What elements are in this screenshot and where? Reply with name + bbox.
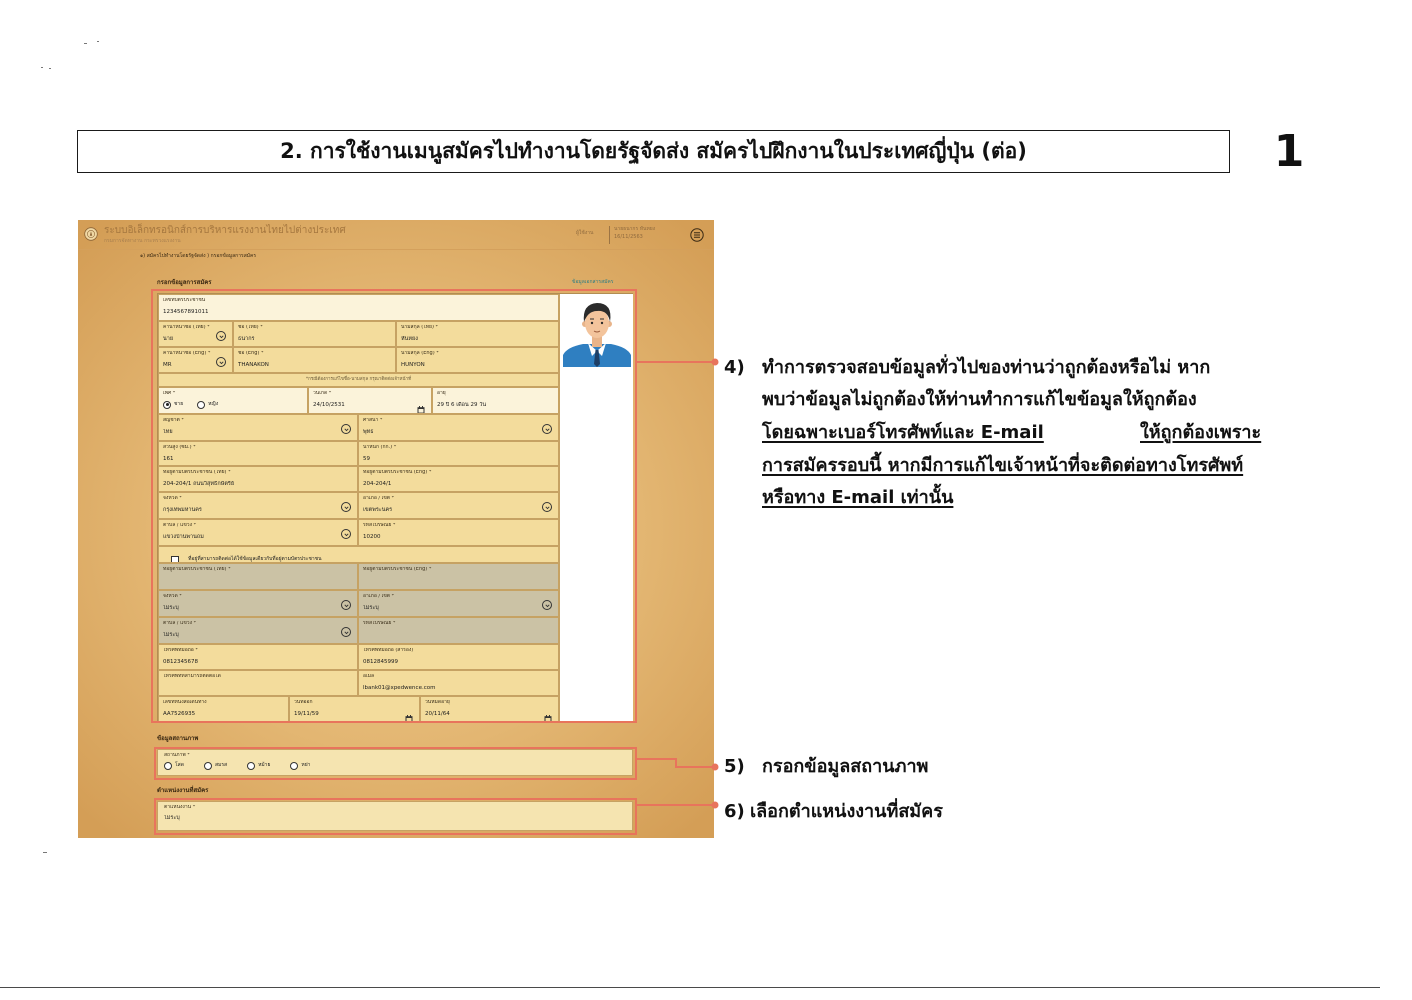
gender-male-radio[interactable] bbox=[163, 401, 171, 409]
radio-label: หญิง bbox=[208, 400, 219, 407]
section-title-box bbox=[77, 130, 1230, 173]
field-value: 161 bbox=[163, 455, 174, 462]
address-en-field[interactable] bbox=[358, 466, 559, 492]
step4-line-1: ทำการตรวจสอบข้อมูลทั่วไปของท่านว่าถูกต้องหรือไม่ หาก bbox=[762, 357, 1211, 378]
religion-select[interactable] bbox=[358, 414, 559, 441]
field-value: ธนากร bbox=[238, 335, 255, 342]
field-value: เขตพระนคร bbox=[363, 506, 393, 513]
menu-icon[interactable] bbox=[690, 228, 704, 242]
field-value: 19/11/59 bbox=[294, 710, 319, 717]
field-label: จังหวัด * bbox=[163, 496, 182, 501]
chevron-down-icon[interactable] bbox=[341, 502, 351, 512]
status-single-radio[interactable] bbox=[164, 762, 172, 770]
field-value: 20/11/64 bbox=[425, 710, 450, 717]
contact-phone-field[interactable] bbox=[158, 670, 358, 696]
province-select[interactable] bbox=[158, 492, 358, 519]
app-subtitle: กรมการจัดหางาน กระทรวงแรงงาน bbox=[104, 238, 181, 244]
radio-label: หม้าย bbox=[258, 761, 271, 768]
step5-text: กรอกข้อมูลสถานภาพ bbox=[762, 756, 929, 777]
field-label: น้ำหนัก (กก.) * bbox=[363, 445, 397, 450]
field-value: HUNYON bbox=[401, 361, 425, 368]
field-label: อีเมล bbox=[363, 674, 375, 679]
form-section-title: กรอกข้อมูลการสมัคร bbox=[157, 279, 212, 286]
field-value: lbank01@xpedwence.com bbox=[363, 684, 436, 691]
government-logo bbox=[84, 227, 98, 241]
step6-text: เลือกตำแหน่งงานที่สมัคร bbox=[750, 801, 943, 822]
chevron-down-icon[interactable] bbox=[542, 600, 552, 610]
field-value: 24/10/2531 bbox=[313, 401, 345, 408]
field-label: อำเภอ / เขต * bbox=[363, 496, 395, 501]
same-address-checkbox[interactable] bbox=[171, 556, 179, 564]
position-section-title: ตำแหน่งงานที่สมัคร bbox=[157, 787, 209, 794]
step5-number: 5) bbox=[724, 756, 745, 777]
field-label: โทรศัพท์ที่สามารถติดต่อได้ bbox=[163, 674, 221, 679]
field-value: 10200 bbox=[363, 533, 381, 540]
nationality-select[interactable] bbox=[158, 414, 358, 441]
applicant-photo-panel bbox=[559, 294, 633, 721]
status-field bbox=[157, 749, 633, 776]
section-title: 2. การใช้งานเมนูสมัครไปทำงานโดยรัฐจัดส่ง สมัครไปฝึกงานในประเทศญี่ปุ่น (ต่อ) bbox=[280, 139, 1027, 163]
field-value: MR bbox=[163, 361, 172, 368]
field-value: ไม่ระบุ bbox=[363, 604, 379, 611]
backup-mobile-field[interactable] bbox=[358, 644, 559, 670]
scan-speck bbox=[97, 41, 99, 42]
field-label: ที่อยู่ตามบัตรประชาชน (ไทย) * bbox=[163, 470, 231, 475]
position-select[interactable] bbox=[157, 801, 633, 831]
field-value: 1234567891011 bbox=[163, 308, 209, 315]
scan-speck bbox=[43, 852, 47, 853]
field-label: วันเกิด * bbox=[313, 391, 332, 396]
field-label: โทรศัพท์มือถือ (สำรอง) bbox=[363, 648, 414, 653]
chevron-down-icon[interactable] bbox=[542, 502, 552, 512]
name-note-row bbox=[158, 373, 559, 387]
field-label: นามสกุล (ไทย) * bbox=[401, 325, 438, 330]
address-th-field[interactable] bbox=[158, 466, 358, 492]
chevron-down-icon[interactable] bbox=[216, 357, 226, 367]
status-married-radio[interactable] bbox=[204, 762, 212, 770]
field-label: ที่อยู่ตามบัตรประชาชน (Eng) * bbox=[363, 567, 432, 572]
scan-speck bbox=[41, 67, 43, 68]
field-label: ตำแหน่งงาน * bbox=[164, 805, 196, 810]
field-label: อำเภอ / เขต * bbox=[363, 594, 395, 599]
height-field[interactable] bbox=[158, 441, 358, 466]
chevron-down-icon[interactable] bbox=[542, 424, 552, 434]
passport-expiry-date-field[interactable] bbox=[420, 696, 559, 722]
user-label: ผู้ใช้งาน bbox=[576, 230, 594, 236]
field-label: เพศ * bbox=[163, 391, 176, 396]
last-name-th-field[interactable] bbox=[396, 321, 559, 347]
status-section-title: ข้อมูลสถานภาพ bbox=[157, 735, 199, 742]
id-card-field[interactable] bbox=[158, 294, 559, 321]
applicant-form bbox=[157, 293, 633, 721]
field-label: ตำบล / แขวง * bbox=[163, 523, 197, 528]
field-value: ไม่ระบุ bbox=[163, 604, 179, 611]
field-value: นาย bbox=[163, 335, 174, 342]
field-label: รหัสไปรษณีย์ * bbox=[363, 621, 396, 626]
application-docs-link[interactable]: ข้อมูลเอกสารสมัคร bbox=[572, 279, 614, 285]
contact-address-th-field[interactable] bbox=[158, 563, 358, 590]
chevron-down-icon[interactable] bbox=[341, 627, 351, 637]
field-label: รหัสไปรษณีย์ * bbox=[363, 523, 396, 528]
chevron-down-icon[interactable] bbox=[341, 529, 351, 539]
age-field bbox=[432, 387, 559, 414]
field-value: 29 ปี 6 เดือน 29 วัน bbox=[437, 401, 487, 408]
chevron-down-icon[interactable] bbox=[341, 600, 351, 610]
status-divorced-radio[interactable] bbox=[290, 762, 298, 770]
step4-line-3a: โดยฉพาะเบอร์โทรศัพท์และ E-mail bbox=[762, 422, 1044, 443]
application-screenshot bbox=[78, 220, 714, 838]
name-change-note: *กรณีต้องการแก้ไขชื่อ-นามสกุล กรุณาติดต่อเจ้าหน้าที่ bbox=[305, 377, 412, 382]
field-label: เลขที่หนังสือเดินทาง bbox=[163, 700, 207, 705]
prefix-en-select[interactable] bbox=[158, 347, 233, 373]
field-label: ที่อยู่ตามบัตรประชาชน (Eng) * bbox=[363, 470, 432, 475]
field-value: 204-204/1 bbox=[363, 480, 392, 487]
field-value: 59 bbox=[363, 455, 370, 462]
header-date: 16/11/2563 bbox=[614, 234, 643, 240]
field-label: ศาสนา * bbox=[363, 418, 383, 423]
field-value: 204-204/1 ถนนวิสุทธิกษัตริย์ bbox=[163, 480, 235, 487]
app-header bbox=[78, 220, 714, 250]
page-bottom-rule bbox=[0, 987, 1380, 988]
prefix-th-select[interactable] bbox=[158, 321, 233, 347]
first-name-en-field[interactable] bbox=[233, 347, 396, 373]
field-label: ชื่อ (ไทย) * bbox=[238, 325, 263, 330]
field-value: หันหยง bbox=[401, 335, 418, 342]
field-label: คำนำหน้าชื่อ (ไทย) * bbox=[163, 325, 210, 330]
field-label: สัญชาติ * bbox=[163, 418, 184, 423]
gender-field bbox=[158, 387, 308, 414]
step4-line-5: หรือทาง E-mail เท่านั้น bbox=[762, 487, 954, 508]
field-value: พุทธ bbox=[363, 428, 374, 435]
page-number: 1 bbox=[1273, 126, 1305, 177]
chevron-down-icon[interactable] bbox=[341, 424, 351, 434]
first-name-th-field[interactable] bbox=[233, 321, 396, 347]
district-select[interactable] bbox=[358, 492, 559, 519]
field-label: เลขที่บัตรประชาชน bbox=[163, 298, 206, 303]
field-label: อายุ bbox=[437, 391, 446, 396]
user-name: นายธนากร หันหยง bbox=[614, 226, 656, 232]
field-label: จังหวัด * bbox=[163, 594, 182, 599]
radio-label: ชาย bbox=[174, 400, 184, 407]
gender-female-radio[interactable] bbox=[197, 401, 205, 409]
field-label: สถานภาพ * bbox=[164, 753, 190, 758]
field-value: ไม่ระบุ bbox=[163, 631, 179, 638]
field-label: ตำบล / แขวง * bbox=[163, 621, 197, 626]
email-field[interactable] bbox=[358, 670, 559, 696]
field-value: กรุงเทพมหานคร bbox=[163, 506, 202, 513]
radio-label: หย่า bbox=[301, 761, 311, 768]
field-label: คำนำหน้าชื่อ (Eng) * bbox=[163, 351, 211, 356]
app-title: ระบบอิเล็กทรอนิกส์การบริหารแรงงานไทยไปต่างประเทศ bbox=[104, 225, 346, 236]
step6-number: 6) bbox=[724, 801, 745, 822]
field-label: วันที่ออก bbox=[294, 700, 313, 705]
weight-field[interactable] bbox=[358, 441, 559, 466]
postcode-field[interactable] bbox=[358, 519, 559, 546]
calendar-icon[interactable] bbox=[544, 709, 552, 717]
field-value: ไม่ระบุ bbox=[164, 814, 180, 821]
passport-number-field[interactable] bbox=[158, 696, 289, 722]
radio-label: โสด bbox=[175, 761, 184, 768]
passport-issue-date-field[interactable] bbox=[289, 696, 420, 722]
subdistrict-select[interactable] bbox=[158, 519, 358, 546]
contact-district-select[interactable] bbox=[358, 590, 559, 617]
mobile-phone-field[interactable] bbox=[158, 644, 358, 670]
field-label: วันหมดอายุ bbox=[425, 700, 450, 705]
contact-subdistrict-select[interactable] bbox=[158, 617, 358, 644]
radio-label: สมรส bbox=[214, 761, 228, 768]
same-address-label: ที่อยู่ที่สามารถติดต่อได้ใช้ข้อมูลเดียวกับที่อยู่ตามบัตรประชาชน bbox=[188, 555, 322, 562]
field-value: THANAKON bbox=[238, 361, 269, 368]
last-name-en-field[interactable] bbox=[396, 347, 559, 373]
contact-postcode-field[interactable] bbox=[358, 617, 559, 644]
field-value: แขวงบ้านพานถม bbox=[163, 533, 204, 540]
calendar-icon[interactable] bbox=[417, 400, 425, 408]
scan-speck bbox=[84, 43, 87, 44]
step4-line-2: พบว่าข้อมูลไม่ถูกต้องให้ท่านทำการแก้ไขข้อมูลให้ถูกต้อง bbox=[762, 389, 1197, 410]
contact-address-en-field[interactable] bbox=[358, 563, 559, 590]
field-label: นามสกุล (Eng) * bbox=[401, 351, 439, 356]
scan-speck bbox=[49, 68, 51, 69]
birthdate-field[interactable] bbox=[308, 387, 432, 414]
field-value: ไทย bbox=[163, 428, 173, 435]
field-label: โทรศัพท์มือถือ * bbox=[163, 648, 198, 653]
field-value: 0812845999 bbox=[363, 658, 398, 665]
avatar bbox=[563, 297, 631, 367]
chevron-down-icon[interactable] bbox=[216, 331, 226, 341]
field-label: ที่อยู่ตามบัตรประชาชน (ไทย) * bbox=[163, 567, 231, 572]
same-address-row bbox=[158, 546, 559, 563]
field-value: 0812345678 bbox=[163, 658, 198, 665]
field-value: AA7526935 bbox=[163, 710, 196, 717]
calendar-icon[interactable] bbox=[405, 709, 413, 717]
step4-number: 4) bbox=[724, 357, 745, 378]
header-divider bbox=[609, 226, 610, 244]
field-label: ชื่อ (Eng) * bbox=[238, 351, 264, 356]
breadcrumb: ๑) สมัครไปทำงานโดยรัฐจัดส่ง ) กรอกข้อมูลการสมัคร bbox=[140, 253, 257, 259]
status-widowed-radio[interactable] bbox=[247, 762, 255, 770]
step4-line-4: การสมัครรอบนี้ หากมีการแก้ไขเจ้าหน้าที่จะติดต่อทางโทรศัพท์ bbox=[762, 455, 1244, 476]
step4-line-3b: ให้ถูกต้องเพราะ bbox=[1140, 422, 1262, 443]
field-label: ส่วนสูง (ซม.) * bbox=[163, 445, 196, 450]
contact-province-select[interactable] bbox=[158, 590, 358, 617]
